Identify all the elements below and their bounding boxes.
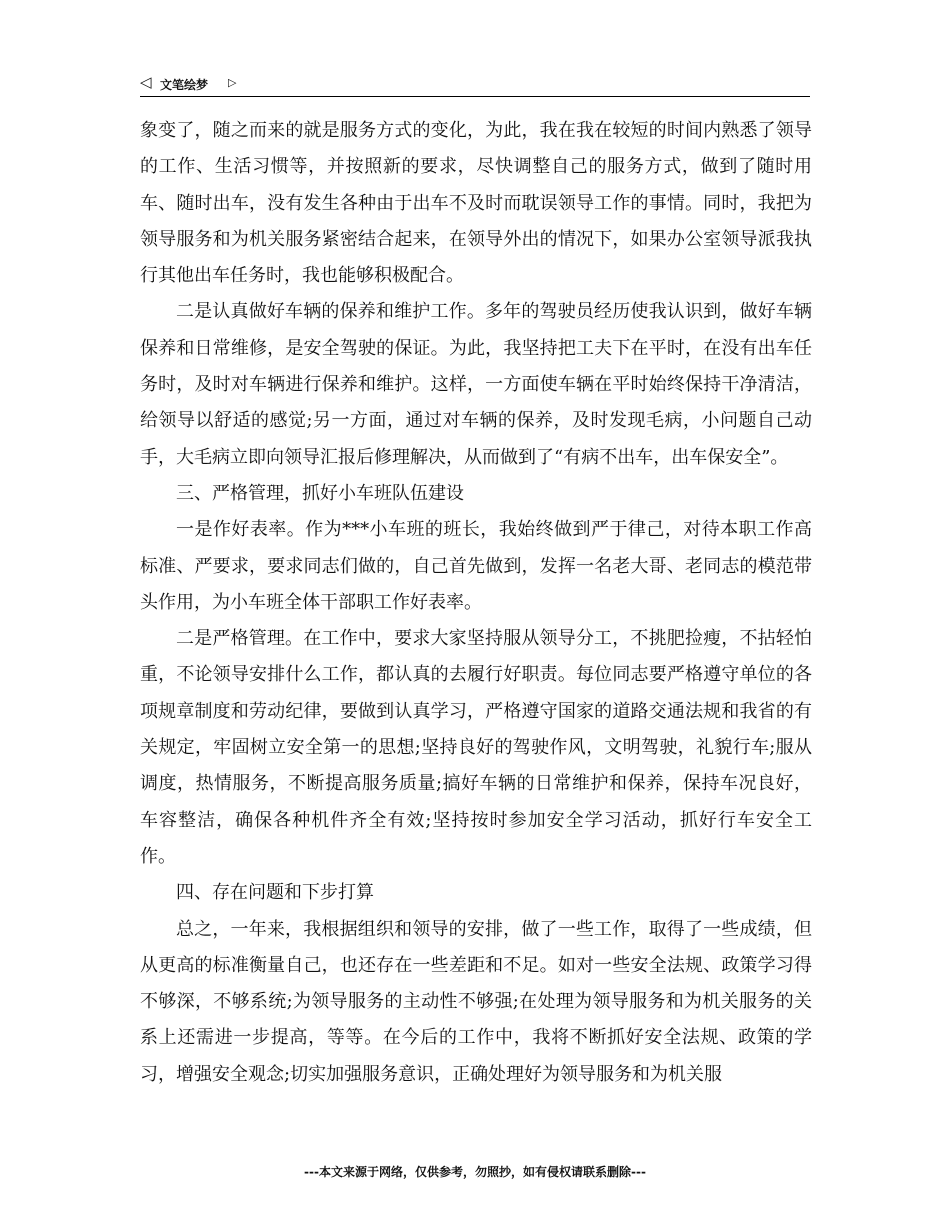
section-heading: 三、严格管理，抓好小车班队伍建设 [176, 482, 464, 504]
document-body [140, 113, 812, 1093]
triangle-right-icon: ▷ [228, 76, 237, 89]
paragraph: 二是认真做好车辆的保养和维护工作。多年的驾驶员经历使我认识到，做好车辆保养和日常维修，是安全驾驶的保证。为此，我坚持把工夫下在平时，在没有出车任务时，及时对车辆进行保养和维护。这样，一方面使车辆在平时始终保持干净清洁，给领导以舒适的感觉;另一方面，通过对车辆的保养，及时发现毛病，小问题自己动手，大毛病立即向领导汇报后修理解决，从而做到了“有病不出车，出车保安全”。 [140, 301, 812, 468]
paragraph: 二是严格管理。在工作中，要求大家坚持服从领导分工，不挑肥捡瘦，不拈轻怕重，不论领导安排什么工作，都认真的去履行好职责。每位同志要严格遵守单位的各项规章制度和劳动纪律，要做到认真学习，严格遵守国家的道路交通法规和我省的有关规定，牢固树立安全第一的思想;坚持良好的驾驶作风，文明驾驶，礼貌行车;服从调度，热情服务，不断提高服务质量;搞好车辆的日常维护和保养，保持车况良好，车容整洁，确保各种机件齐全有效;坚持按时参加安全学习活动，抓好行车安全工作。 [140, 628, 812, 867]
paragraph: 总之，一年来，我根据组织和领导的安排，做了一些工作，取得了一些成绩，但从更高的标准衡量自己，也还存在一些差距和不足。如对一些安全法规、政策学习得不够深，不够系统;为领导服务的主动性不够强;在处理为领导服务和为机关服务的关系上还需进一步提高，等等。在今后的工作中，我将不断抓好安全法规、政策的学习，增强安全观念;切实加强服务意识，正确处理好为领导服务和为机关服 [140, 918, 812, 1085]
page-header [140, 72, 810, 97]
triangle-left-icon: ◁ [140, 73, 152, 91]
header-title: 文笔绘梦 [160, 78, 209, 92]
footer-disclaimer: ---本文来源于网络，仅供参考，勿照抄，如有侵权请联系删除--- [304, 1165, 646, 1179]
paragraph: 象变了，随之而来的就是服务方式的变化，为此，我在我在较短的时间内熟悉了领导的工作、生活习惯等，并按照新的要求，尽快调整自己的服务方式，做到了随时用车、随时出车，没有发生各种由于出车不及时而耽误领导工作的事情。同时，我把为领导服务和为机关服务紧密结合起来，在领导外出的情况下，如果办公室领导派我执行其他出车任务时，我也能够积极配合。 [140, 120, 812, 287]
paragraph: 一是作好表率。作为***小车班的班长，我始终做到严于律己，对待本职工作高标准、严要求，要求同志们做的，自己首先做到，发挥一名老大哥、老同志的模范带头作用，为小车班全体干部职工作好表率。 [140, 519, 812, 613]
section-heading: 四、存在问题和下步打算 [176, 882, 374, 904]
